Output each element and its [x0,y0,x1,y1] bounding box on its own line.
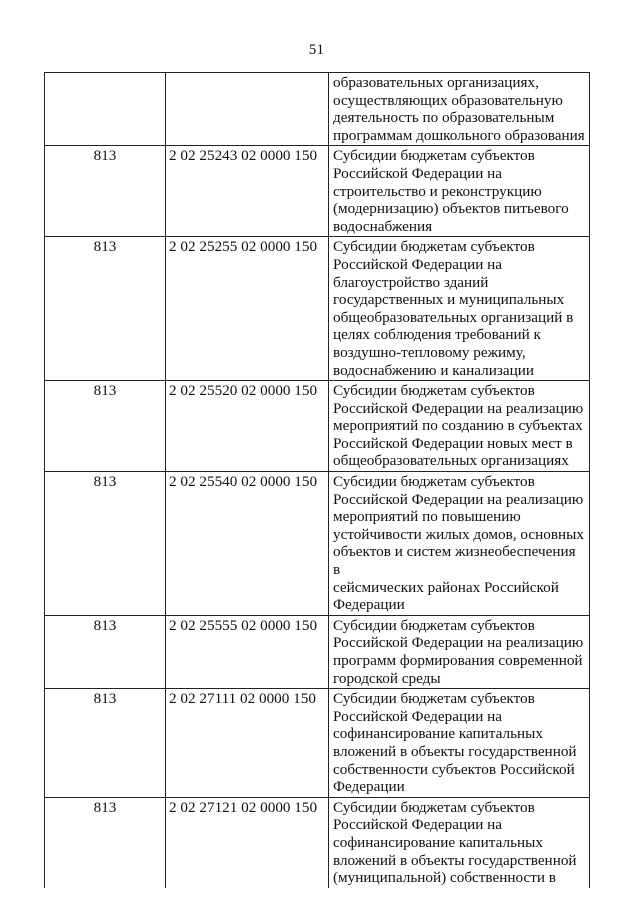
kbk-code-cell: 2 02 25555 02 0000 150 [166,615,329,688]
budget-classification-table [44,72,590,888]
admin-code-cell [45,73,166,146]
admin-code-cell: 813 [45,381,166,472]
table-row [45,472,590,616]
admin-code-cell: 813 [45,797,166,887]
description-cell: Субсидии бюджетам субъектов Российской Федерации на благоустройство зданий государственных и муниципальных общеобразовательных организаций в целях соблюдения требований к воздушно-тепловому режиму, водоснабжению и канализации [329,237,590,381]
table-row [45,146,590,237]
admin-code-cell: 813 [45,472,166,616]
kbk-code-cell: 2 02 27111 02 0000 150 [166,689,329,798]
kbk-code-cell: 2 02 25520 02 0000 150 [166,381,329,472]
description-cell: Субсидии бюджетам субъектов Российской Федерации на реализацию программ формирования современной городской среды [329,615,590,688]
description-cell: Субсидии бюджетам субъектов Российской Федерации на софинансирование капитальных вложений в объекты государственной (муниципальной) собственности в [329,797,590,887]
description-cell: образовательных организациях, осуществляющих образовательную деятельность по образовательным программам дошкольного образования [329,73,590,146]
description-cell: Субсидии бюджетам субъектов Российской Федерации на софинансирование капитальных вложений в объекты государственной собственности субъектов Российской Федерации [329,689,590,798]
table-row [45,797,590,887]
kbk-code-cell: 2 02 25243 02 0000 150 [166,146,329,237]
kbk-code-cell [166,73,329,146]
description-cell: Субсидии бюджетам субъектов Российской Федерации на строительство и реконструкцию (модернизацию) объектов питьевого водоснабжения [329,146,590,237]
kbk-code-cell: 2 02 27121 02 0000 150 [166,797,329,887]
table-row [45,237,590,381]
kbk-code-cell: 2 02 25255 02 0000 150 [166,237,329,381]
admin-code-cell: 813 [45,146,166,237]
admin-code-cell: 813 [45,689,166,798]
table-row [45,689,590,798]
description-cell: Субсидии бюджетам субъектов Российской Федерации на реализацию мероприятий по повышению устойчивости жилых домов, основных объектов и систем жизнеобеспечения в сейсмических районах Российской Федерации [329,472,590,616]
table-row [45,73,590,146]
table-row [45,615,590,688]
admin-code-cell: 813 [45,615,166,688]
table-row [45,381,590,472]
admin-code-cell: 813 [45,237,166,381]
description-cell: Субсидии бюджетам субъектов Российской Федерации на реализацию мероприятий по созданию в субъектах Российской Федерации новых мест в общеобразовательных организациях [329,381,590,472]
kbk-code-cell: 2 02 25540 02 0000 150 [166,472,329,616]
page-number: 51 [308,42,325,58]
